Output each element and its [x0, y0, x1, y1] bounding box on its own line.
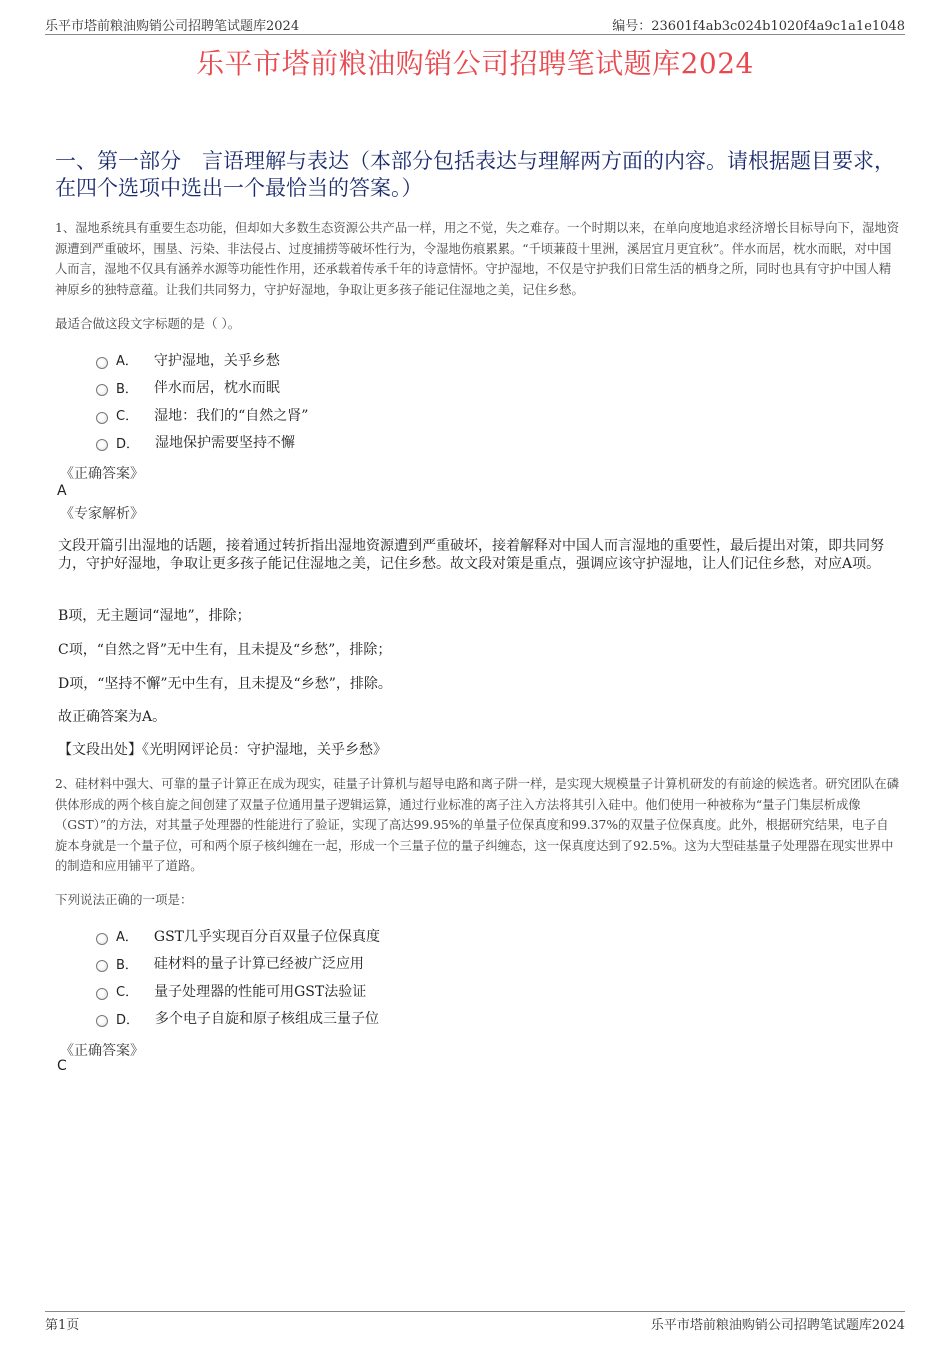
option-text: 湿地：我们的“自然之肾”	[154, 407, 309, 424]
option-letter: B．	[116, 957, 138, 973]
option-text: GST几乎实现百分百双量子位保真度	[153, 928, 381, 945]
radio-icon[interactable]	[96, 357, 108, 369]
q2-answer: C	[57, 1058, 67, 1074]
option-text: 硅材料的量子计算已经被广泛应用	[153, 956, 364, 973]
option-letter: D．	[116, 436, 140, 452]
header-divider	[45, 34, 905, 35]
document-title: 乐平市塔前粮油购销公司招聘笔试题库2024	[196, 47, 754, 80]
option-text: 湿地保护需要坚持不懈	[155, 435, 296, 452]
section-heading: 一、第一部分 言语理解与表达（本部分包括表达与理解两方面的内容。请根据题目要求，在四个选项中选出一个最恰当的答案。）	[55, 149, 895, 200]
q1-answer-label: 《正确答案》	[60, 466, 144, 482]
q2-option-c[interactable]	[96, 977, 380, 1005]
q1-analysis-b: B项，无主题词“湿地”，排除；	[58, 608, 251, 624]
q1-analysis-main: 文段开篇引出湿地的话题，接着通过转折指出湿地资源遭到严重破坏，接着解释对中国人而言湿地的重要性，最后提出对策，即共同努力，守护好湿地，争取让更多孩子能记住湿地之美，记住乡愁。故文段对策是重点，强调应该守护湿地，让人们记住乡愁，对应A项。	[58, 538, 884, 572]
option-letter: C．	[116, 985, 139, 1001]
footer-page-number: 第1页	[45, 1318, 80, 1333]
option-text: 伴水而居，枕水而眠	[153, 380, 280, 397]
footer-divider	[45, 1311, 905, 1312]
option-letter: B．	[116, 381, 138, 397]
option-letter: D．	[116, 1012, 140, 1028]
header-left-title: 乐平市塔前粮油购销公司招聘笔试题库2024	[45, 19, 300, 34]
q1-answer: A	[57, 483, 67, 499]
radio-icon[interactable]	[96, 412, 108, 424]
option-letter: C．	[116, 409, 139, 425]
option-text: 量子处理器的性能可用GST法验证	[154, 983, 367, 1000]
q1-analysis-source: 【文段出处】《光明网评论员：守护湿地，关乎乡愁》	[58, 742, 387, 758]
radio-icon[interactable]	[96, 960, 108, 972]
radio-icon[interactable]	[96, 933, 108, 945]
q2-option-b[interactable]	[96, 950, 380, 978]
q1-option-d[interactable]	[96, 429, 308, 457]
q1-analysis-label: 《专家解析》	[60, 506, 144, 522]
option-text: 守护湿地，关乎乡愁	[153, 352, 280, 369]
option-letter: A．	[116, 930, 138, 946]
q1-analysis-c: C项，“自然之肾”无中生有，且未提及“乡愁”，排除；	[58, 642, 392, 658]
radio-icon[interactable]	[96, 439, 108, 451]
q1-option-a[interactable]	[96, 346, 308, 374]
q1-options	[96, 346, 308, 456]
q1-prompt: 最适合做这段文字标题的是（ ）。	[55, 316, 241, 331]
q2-passage: 2、硅材料中强大、可靠的量子计算正在成为现实，硅量子计算机与超导电路和离子阱一样，是实现大规模量子计算机研发的有前途的候选者。研究团队在磷供体形成的两个核自旋之间创建了双量子位通用量子逻辑运算，通过行业标准的离子注入方法将其引入硅中。他们使用一种被称为“量子门集层析成像（GST）”的方法，对其量子处理器的性能进行了验证，实现了高达99.95%的单量子位保真度和99.37%的双量子位保真度。此外，根据研究结果，电子自旋本身就是一个量子位，可和两个原子核纠缠在一起，形成一个三量子位的量子纠缠态，这一保真度达到了92.5%。这为大型硅基量子处理器在现实世界中的制造和应用铺平了道路。	[55, 777, 900, 873]
q1-analysis-d: D项，“坚持不懈”无中生有，且未提及“乡愁”，排除。	[58, 676, 392, 692]
q1-passage: 1、湿地系统具有重要生态功能，但却如大多数生态资源公共产品一样，用之不觉，失之难存。一个时期以来，在单向度地追求经济增长目标导向下，湿地资源遭到严重破坏，围垦、污染、非法侵占、过度捕捞等破坏性行为，令湿地伤痕累累。“千顷蒹葭十里洲，溪居宜月更宜秋”。伴水而居，枕水而眠，对中国人而言，湿地不仅具有涵养水源等功能性作用，还承载着传承千年的诗意情怀。守护湿地，不仅是守护我们日常生活的栖身之所，同时也具有守护中国人精神原乡的独特意蕴。让我们共同努力，守护好湿地，争取让更多孩子能记住湿地之美，记住乡愁。	[55, 221, 900, 297]
q1-option-b[interactable]	[96, 374, 308, 402]
header-document-number: 编号：23601f4ab3c024b1020f4a9c1a1e1048	[612, 19, 905, 34]
radio-icon[interactable]	[96, 384, 108, 396]
q2-prompt: 下列说法正确的一项是：	[55, 892, 193, 907]
q1-analysis-conclusion: 故正确答案为A。	[58, 709, 167, 725]
q2-options	[96, 922, 380, 1032]
q2-answer-label: 《正确答案》	[60, 1043, 144, 1059]
radio-icon[interactable]	[96, 1015, 108, 1027]
radio-icon[interactable]	[96, 988, 108, 1000]
footer-title: 乐平市塔前粮油购销公司招聘笔试题库2024	[650, 1318, 905, 1333]
q1-option-c[interactable]	[96, 401, 308, 429]
q2-option-a[interactable]	[96, 922, 380, 950]
q2-option-d[interactable]	[96, 1005, 380, 1033]
option-text: 多个电子自旋和原子核组成三量子位	[155, 1011, 380, 1028]
option-letter: A．	[116, 354, 138, 370]
